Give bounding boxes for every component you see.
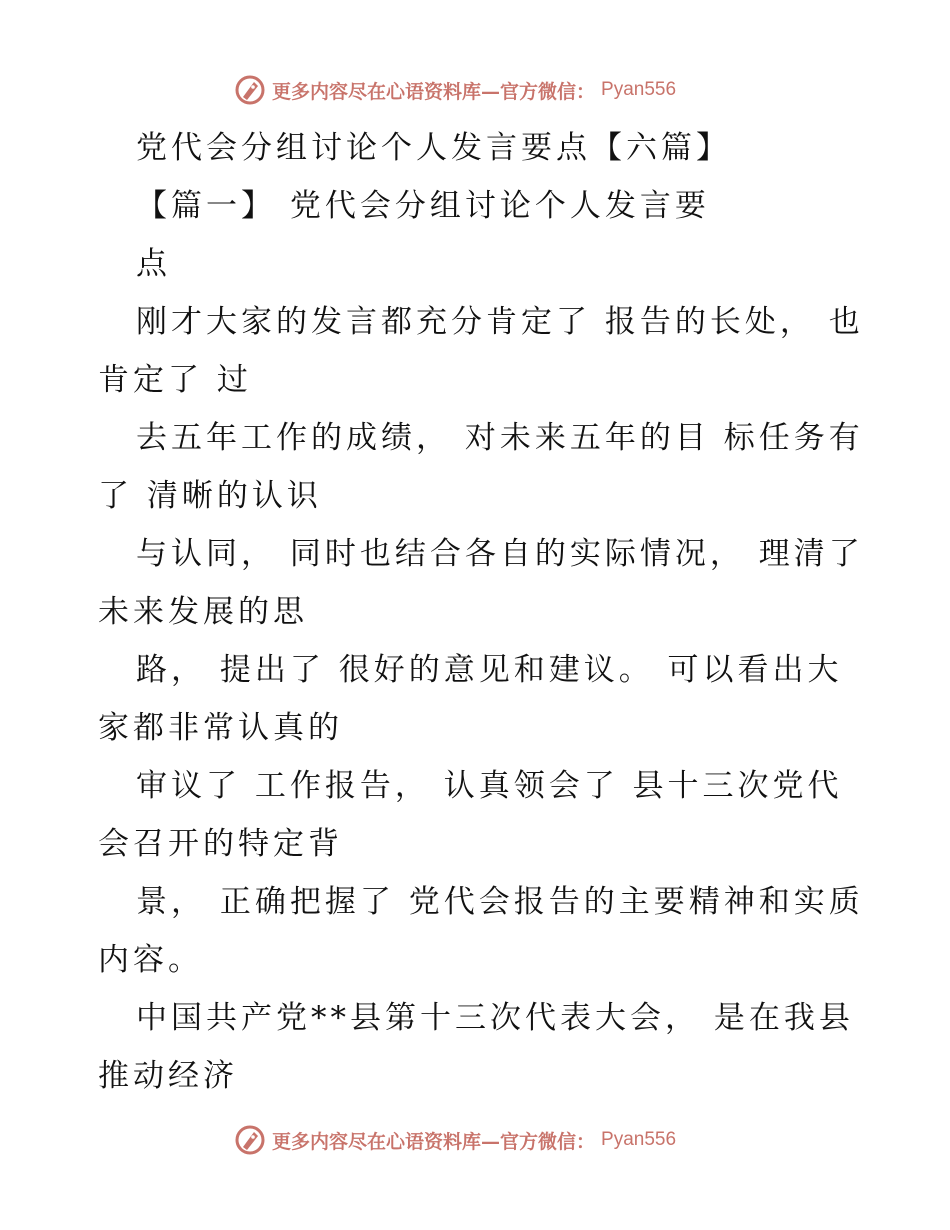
watermark-id: Pyan556 (601, 1129, 677, 1150)
paragraph-line: 路， 提出了 很好的意见和建议。 可以看出大 (136, 652, 843, 688)
watermark-id: Pyan556 (601, 79, 677, 100)
paragraph-line: 去五年工作的成绩， 对未来五年的目 标任务有 (136, 420, 864, 456)
watermark-header (234, 72, 676, 108)
paragraph-line: 刚才大家的发言都充分肯定了 报告的长处， 也 (136, 304, 864, 340)
section-heading-line-2: 点 (136, 246, 171, 282)
paragraph-line: 会召开的特定背 (98, 826, 343, 862)
section-heading-line-1: 【篇一】 党代会分组讨论个人发言要 (136, 188, 710, 224)
watermark-footer (234, 1122, 676, 1158)
paragraph-line: 审议了 工作报告， 认真领会了 县十三次党代 (136, 768, 843, 804)
watermark-text: 更多内容尽在心语资料库—官方微信： (272, 80, 596, 103)
paragraph-line: 与认同， 同时也结合各自的实际情况， 理清了 (136, 536, 864, 572)
paragraph-line: 景， 正确把握了 党代会报告的主要精神和实质 (136, 884, 864, 920)
paragraph-line: 家都非常认真的 (98, 710, 343, 746)
paragraph-line: 内容。 (98, 942, 203, 978)
paragraph-line: 推动经济 (98, 1058, 238, 1094)
document-title: 党代会分组讨论个人发言要点【六篇】 (136, 130, 731, 166)
paragraph-line: 中国共产党**县第十三次代表大会， 是在我县 (136, 1000, 854, 1036)
pen-nib-circle-icon (234, 1124, 266, 1156)
paragraph-line: 未来发展的思 (98, 594, 308, 630)
pen-nib-circle-icon (234, 74, 266, 106)
watermark-text: 更多内容尽在心语资料库—官方微信： (272, 1130, 596, 1153)
paragraph-line: 了 清晰的认识 (98, 478, 322, 514)
paragraph-line: 肯定了 过 (98, 362, 252, 398)
